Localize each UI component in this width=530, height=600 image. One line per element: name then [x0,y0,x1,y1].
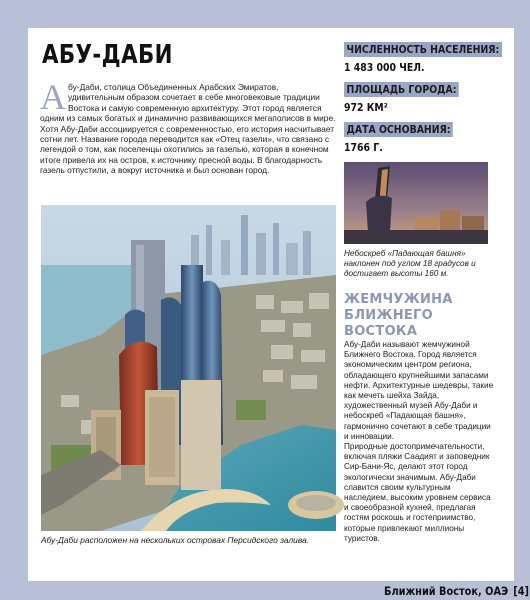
skyline-photo [41,205,336,531]
page-footer [384,584,529,598]
sidebar-text [344,340,494,544]
drop-cap: А [40,77,66,117]
fact-label: ПЛОЩАДЬ ГОРОДА: [344,82,459,97]
magazine-page [28,28,530,598]
fact-value: 1 483 000 ЧЕЛ. [344,61,425,74]
page-number: [4] [513,584,530,598]
sidebar-paragraph-2: Природные достопримечательности, включая пляжи Саадият и заповедник Сир-Бани-Яс, делают этот город экологически значимым. Абу-Даби славится своим культурным наследием, высоким уровнем сервиса и своеобразной кухней, предлагая гостям роскошь и гостеприимство, которые привлекают миллионы туристов. [344,442,491,543]
sidebar-heading: ЖЕМЧУЖИНА БЛИЖНЕГО ВОСТОКА [344,292,453,339]
fact-label: ДАТА ОСНОВАНИЯ: [344,122,453,137]
facts-box [344,40,504,160]
skyline-photo-illustration [41,205,336,531]
fact-area [344,80,504,114]
intro-text [40,77,336,176]
article-title: АБУ-ДАБИ [42,40,173,70]
intro-paragraph-1 [40,77,336,124]
footer-section: Ближний Восток, ОАЭ [384,584,509,598]
intro-paragraph-2: Хотя Абу-Даби ассоциируется с современностью, его история насчитывает сотни лет. Название города переводится как «Отец газели», что связано с легендой о том, как поселенцы охотились за газелью, которая в конечном итоге привела их на остров, к источнику пресной воды. В благодарность газель отпустили, а вокруг источника и был основан город. [40,123,335,176]
fact-population [344,40,504,74]
leaning-tower-photo [344,162,488,244]
main-photo-caption: Абу-Даби расположен на нескольких островах Персидского залива. [41,535,310,545]
intro-paragraph-1-text: бу-Даби, столица Объединенных Арабских Эмиратов, удивительным образом сочетает в себе многовековые традиции Востока и самую современную архитектуру. Этот город является одним из самых богатых и динамично развивающихся мегаполисов в мире. [40,82,336,124]
fact-founded [344,120,504,154]
fact-label: ЧИСЛЕННОСТЬ НАСЕЛЕНИЯ: [344,42,502,57]
tower-photo-caption: Небоскреб «Падающая башня» наклонен под углом 18 градусов и достигает высоты 160 м. [344,249,476,278]
leaning-tower-illustration [344,162,488,244]
fact-value: 1766 Г. [344,141,383,154]
fact-value: 972 КМ² [344,101,388,114]
sidebar-paragraph-1: Абу-Даби называют жемчужиной Ближнего Востока. Город является экономическим центром региона, обладающего крупнейшими запасами нефти. Архитектурные шедевры, такие как мечеть шейха Зайда, художественный музей Абу-Даби и небоскреб «Падающая башня», гармонично сочетают в себе традиции и инновации. [344,340,494,441]
